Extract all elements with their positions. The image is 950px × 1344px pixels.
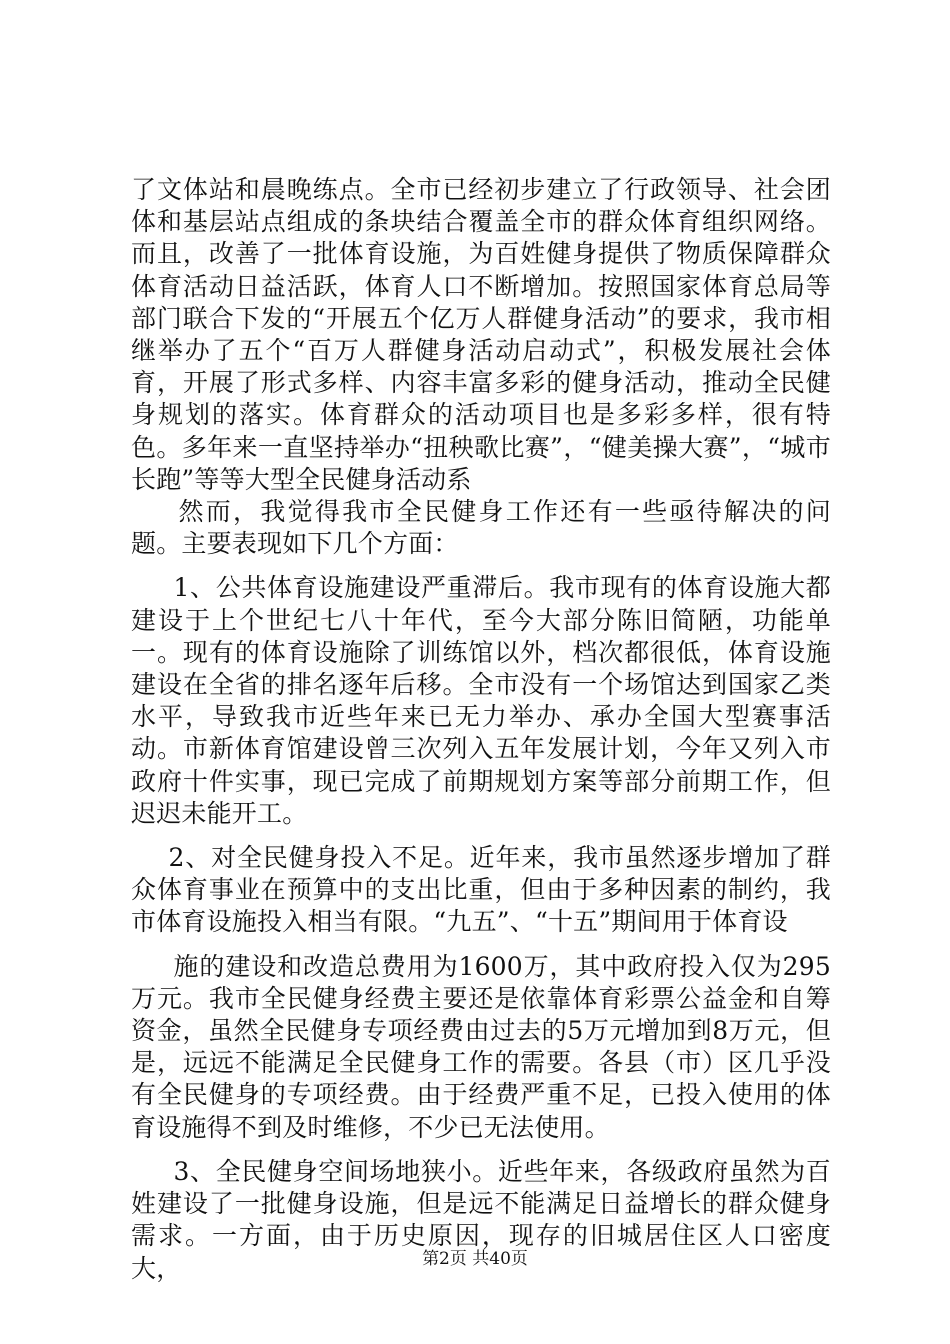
paragraph-issue-2: 2、对全民健身投入不足。近年来，我市虽然逐步增加了群众体育事业在预算中的支出比重，但由于多种因素的制约，我市体育设施投入相当有限。“九五”、“十五”期间用于体育设	[131, 843, 831, 937]
document-body	[131, 174, 831, 1285]
paragraph-issue-1: 1、公共体育设施建设严重滞后。我市现有的体育设施大都建设于上个世纪七八十年代，至今大部分陈旧简陋，功能单一。现有的体育设施除了训练馆以外，档次都很低，体育设施建设在全省的排名逐年后移。全市没有一个场馆达到国家乙类水平，导致我市近些年来已无力举办、承办全国大型赛事活动。市新体育馆建设曾三次列入五年发展计划，今年又列入市政府十件实事，现已完成了前期规划方案等部分前期工作，但迟迟未能开工。	[131, 573, 831, 828]
paragraph-issue-2-continued: 施的建设和改造总费用为1600万，其中政府投入仅为295万元。我市全民健身经费主要还是依靠体育彩票公益金和自筹资金，虽然全民健身专项经费由过去的5万元增加到8万元，但是，远远不能满足全民健身工作的需要。各县（市）区几乎没有全民健身的专项经费。由于经费严重不足，已投入使用的体育设施得不到及时维修，不少已无法使用。	[131, 951, 831, 1142]
paragraph-issue-3: 3、全民健身空间场地狭小。近些年来，各级政府虽然为百姓建设了一批健身设施，但是远不能满足日益增长的群众健身需求。一方面，由于历史原因，现存的旧城居住区人口密度大，	[131, 1156, 831, 1283]
page-number-footer: 第2页 共40页	[422, 1249, 528, 1269]
paragraph-continuation: 了文体站和晨晚练点。全市已经初步建立了行政领导、社会团体和基层站点组成的条块结合覆盖全市的群众体育组织网络。而且，改善了一批体育设施，为百姓健身提供了物质保障群众体育活动日益活跃，体育人口不断增加。按照国家体育总局等部门联合下发的“开展五个亿万人群健身活动”的要求，我市相继举办了五个“百万人群健身活动启动式”，积极发展社会体育，开展了形式多样、内容丰富多彩的健身活动，推动全民健身规划的落实。体育群众的活动项目也是多彩多样，很有特色。多年来一直坚持举办“扭秧歌比赛”，“健美操大赛”，“城市长跑”等等大型全民健身活动系	[131, 175, 831, 494]
paragraph-problems-intro: 然而，我觉得我市全民健身工作还有一些亟待解决的问题。主要表现如下几个方面：	[131, 497, 831, 559]
